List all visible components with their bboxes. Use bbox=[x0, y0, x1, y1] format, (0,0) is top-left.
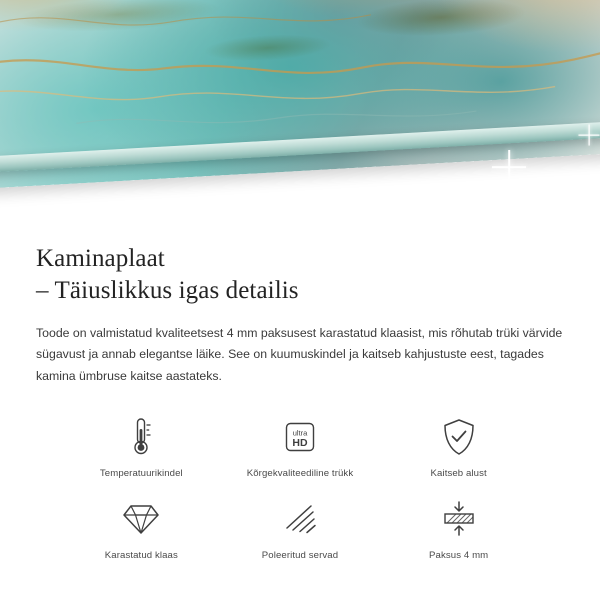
hero-image-inner bbox=[0, 0, 600, 215]
feature-item-temperature bbox=[62, 415, 221, 479]
feature-item-thickness bbox=[379, 497, 538, 561]
thickness-icon bbox=[439, 497, 479, 541]
feature-label: Kõrgekvaliteediline trükk bbox=[246, 468, 354, 480]
svg-text:HD: HD bbox=[292, 437, 308, 450]
feature-item-protects-base bbox=[379, 415, 538, 479]
content-section bbox=[0, 215, 600, 561]
polished-edges-icon bbox=[281, 497, 319, 541]
svg-text:ultra: ultra bbox=[292, 428, 308, 438]
feature-label: Temperatuurikindel bbox=[99, 468, 183, 480]
feature-item-print-quality bbox=[221, 415, 380, 479]
feature-item-polished-edges bbox=[221, 497, 380, 561]
feature-list bbox=[36, 415, 564, 561]
ultra-hd-icon bbox=[280, 415, 320, 459]
shield-check-icon bbox=[441, 415, 477, 459]
feature-label: Paksus 4 mm bbox=[429, 550, 489, 562]
hero-image bbox=[0, 0, 600, 215]
thermometer-icon bbox=[126, 415, 156, 459]
product-description: Toode on valmistatud kvaliteetsest 4 mm paksusest karastatud klaasist, mis rõhutab trüki värvide sügavust ja annab elegantse läike. See on kuumuskindel ja kaitseb kahjustuste eest, tagades kamina ümbruse kaitse aastateks. bbox=[36, 325, 563, 383]
diamond-icon bbox=[121, 497, 161, 541]
feature-label: Karastatud klaas bbox=[104, 550, 178, 562]
feature-label: Kaitseb alust bbox=[430, 468, 487, 480]
page-title-line-1: Kaminaplaat bbox=[36, 245, 165, 272]
feature-label: Poleeritud servad bbox=[261, 550, 339, 562]
page-title-line-2: – Täiuslikkus igas detailis bbox=[36, 276, 299, 304]
page-title bbox=[36, 243, 564, 307]
feature-item-tempered-glass bbox=[62, 497, 221, 561]
